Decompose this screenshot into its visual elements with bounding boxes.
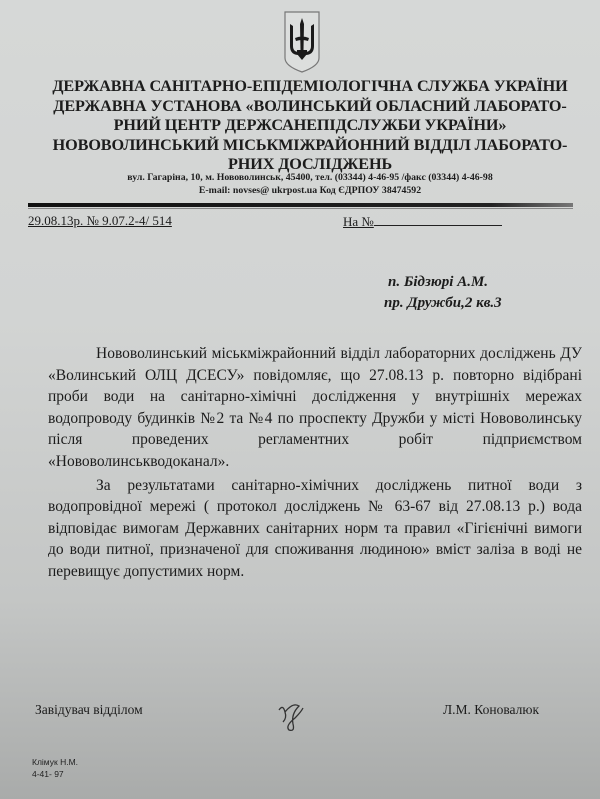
letterhead [20,77,600,175]
letterhead-line: РНИЙ ЦЕНТР ДЕРЖСАНЕПІДСЛУЖБИ УКРАЇНИ» [113,116,507,134]
addressee-block [384,272,502,314]
body-paragraph: За результатами санітарно-хімічних досліджень питної води з водопровідної мережі ( протокол досліджень № 63-67 від 27.08.13 р.) вода відповідає вимогам Державних санітарних норм та правил «Гігієнічні вимоги до води питної, призначеної для споживання людиною» вміст заліза в воді не перевищує допустимих норм. [48,476,582,580]
incoming-reg-label: На № [343,214,374,229]
incoming-reg-blank [374,213,502,226]
handwritten-signature-icon [275,700,307,734]
outgoing-reg-number: 29.08.13р. № 9.07.2-4/ 514 [28,213,172,228]
executor-block [32,756,78,780]
header-divider [28,203,573,207]
signatory-name: Л.М. Коновалюк [443,702,540,717]
addressee-name: п. Бідзюрі А.М. [388,274,489,290]
incoming-reg-field [343,213,502,230]
executor-name: Клімук Н.М. [32,757,79,767]
signatory-position: Завідувач відділом [35,702,143,717]
postal-address: вул. Гагаріна, 10, м. Нововолинськ, 45400, тел. (03344) 4-46-95 /факс (03344) 4-46-98 [127,172,493,183]
body-paragraph: Нововолинський міськміжрайонний відділ лабораторних досліджень ДУ «Волинський ОЛЦ ДСЕСУ» повідомляє, що 27.08.13 р. повторно відібрані проби води на санітарно-хімічні дослідження у внутрішніх мережах водопроводу будинків №2 та №4 по проспекту Дружби у місті Нововолинську після проведених регламентних робіт підприємством «Нововолинськводоканал». [48,345,582,470]
letterhead-line: НОВОВОЛИНСЬКИЙ МІСЬКМІЖРАЙОННИЙ ВІДДІЛ ЛАБОРАТО- [52,135,568,154]
executor-phone: 4-41- 97 [32,769,64,779]
letterhead-contacts [20,172,600,197]
letterhead-line: РНИХ ДОСЛІДЖЕНЬ [227,155,393,173]
header-divider-thin [28,208,573,209]
ukraine-trident-emblem-icon [283,10,321,74]
email-and-code: E-mail: novses@ ukrpost.ua Код ЄДРПОУ 38474592 [198,184,422,196]
letter-body [48,343,582,583]
addressee-address: пр. Дружби,2 кв.3 [384,295,502,311]
letterhead-line: ДЕРЖАВНА САНІТАРНО-ЕПІДЕМІОЛОГІЧНА СЛУЖБА УКРАЇНИ [52,77,568,95]
letterhead-line: ДЕРЖАВНА УСТАНОВА «ВОЛИНСЬКИЙ ОБЛАСНИЙ ЛАБОРАТО- [53,96,567,115]
